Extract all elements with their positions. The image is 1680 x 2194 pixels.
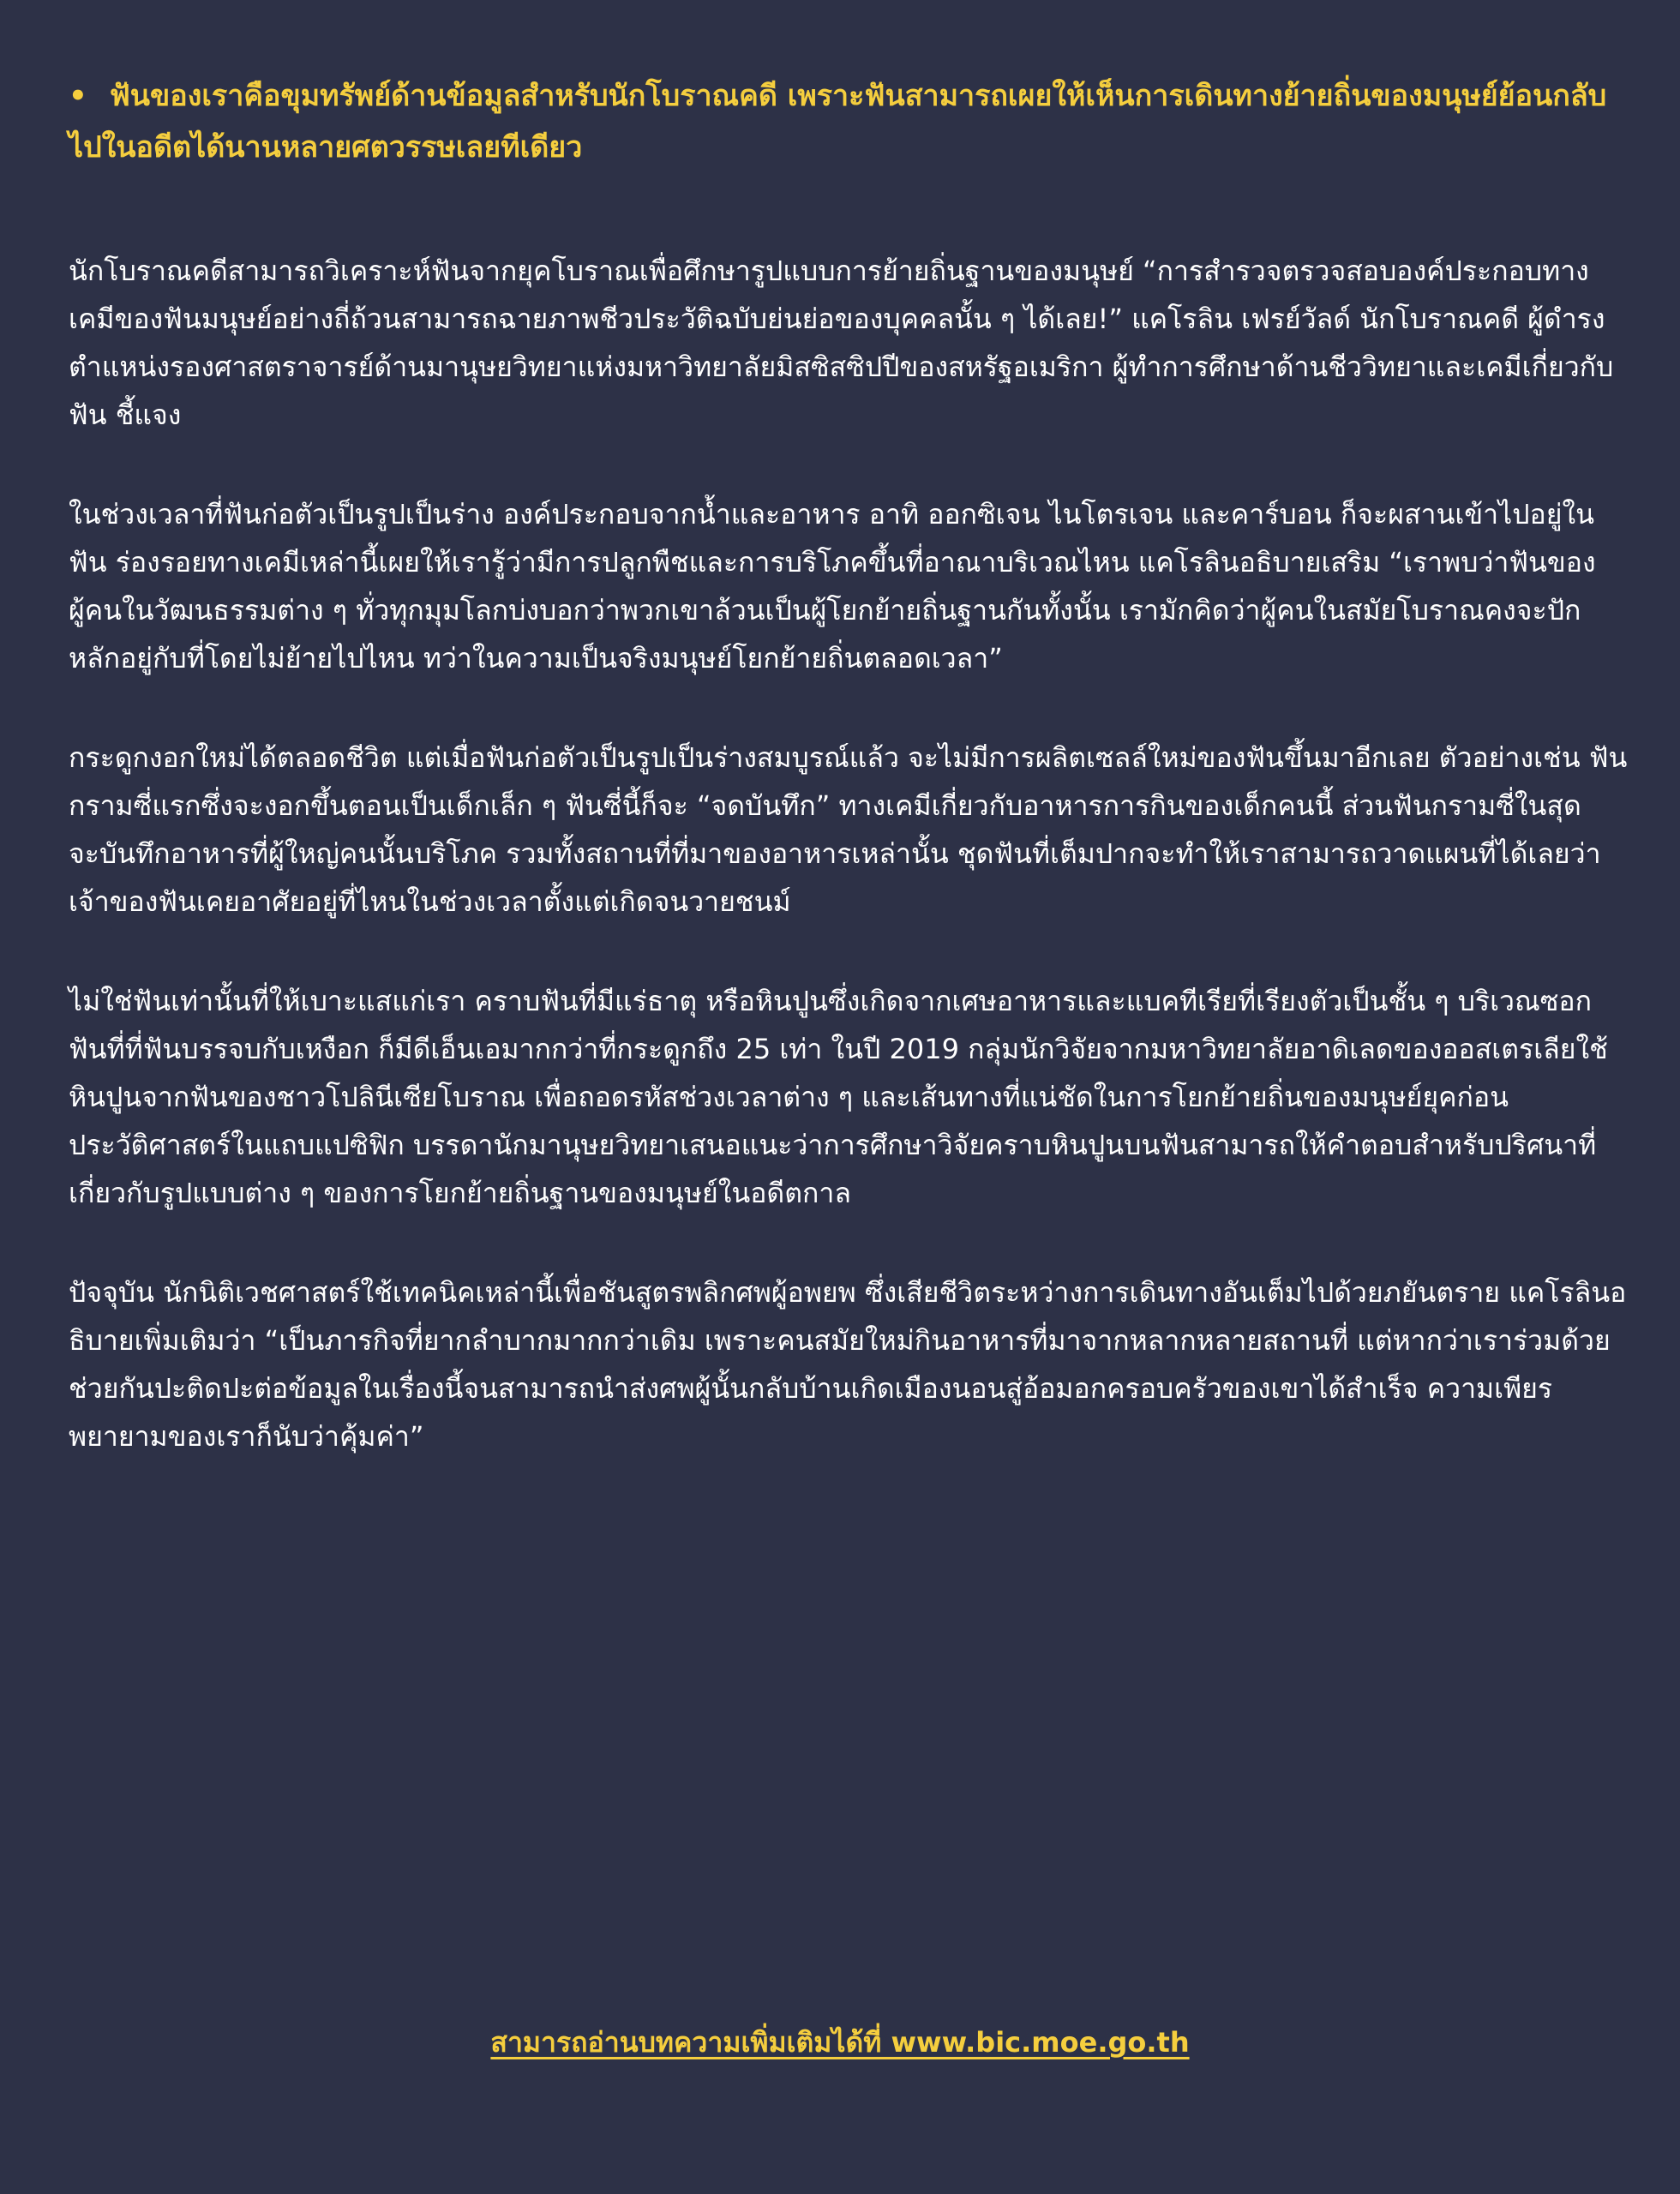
paragraph-2: ในช่วงเวลาที่ฟันก่อตัวเป็นรูปเป็นร่าง องค์ประกอบจากน้ำและอาหาร อาทิ ออกซิเจน ไนโตรเจน และคาร์บอน ก็จะผสานเข้าไปอยู่ในฟัน ร่องรอยทางเคมีเหล่านี้เผยให้เรารู้ว่ามีการปลูกพืชและการบริโภคขึ้นที่อาณาบริเวณไหน แคโรลินอธิบายเสริม “เราพบว่าฟันของผู้คนในวัฒนธรรมต่าง ๆ ทั่วทุกมุมโลกบ่งบอกว่าพวกเขาล้วนเป็นผู้โยกย้ายถิ่นฐานกันทั้งนั้น เรามักคิดว่าผู้คนในสมัยโบราณคงจะปักหลักอยู่กับที่โดยไม่ย้ายไปไหน ทว่าในความเป็นจริงมนุษย์โยกย้ายถิ่นตลอดเวลา”	[69, 498, 1596, 674]
paragraph-1: นักโบราณคดีสามารถวิเคราะห์ฟันจากยุคโบราณเพื่อศึกษารูปแบบการย้ายถิ่นฐานของมนุษย์ “การสำรวจตรวจสอบองค์ประกอบทางเคมีของฟันมนุษย์อย่างถี่ถ้วนสามารถฉายภาพชีวประวัติฉบับย่นย่อของบุคคลนั้น ๆ ได้เลย!” แคโรลิน เฟรย์วัลด์ นักโบราณคดี ผู้ดำรงตำแหน่งรองศาสตราจารย์ด้านมานุษยวิทยาแห่งมหาวิทยาลัยมิสซิสซิปปีของสหรัฐอเมริกา ผู้ทำการศึกษาด้านชีววิทยาและเคมีเกี่ยวกับฟัน ชี้แจง	[69, 255, 1614, 431]
headline-text: ฟันของเราคือขุมทรัพย์ด้านข้อมูลสำหรับนักโบราณคดี เพราะฟันสามารถเผยให้เห็นการเดินทางย้ายถิ่นของมนุษย์ย้อนกลับไปในอดีตได้นานหลายศตวรรษเลยทีเดียว	[69, 79, 1607, 165]
headline	[69, 70, 1629, 173]
footer-link[interactable]: สามารถอ่านบทความเพิ่มเติมได้ที่ www.bic.moe.go.th	[490, 2026, 1190, 2059]
paragraph-4: ไม่ใช่ฟันเท่านั้นที่ให้เบาะแสแก่เรา คราบฟันที่มีแร่ธาตุ หรือหินปูนซึ่งเกิดจากเศษอาหารและแบคทีเรียที่เรียงตัวเป็นชั้น ๆ บริเวณซอกฟันที่ที่ฟันบรรจบกับเหงือก ก็มีดีเอ็นเอมากกว่าที่กระดูกถึง 25 เท่า ในปี 2019 กลุ่มนักวิจัยจากมหาวิทยาลัยอาดิเลดของออสเตรเลียใช้หินปูนจากฟันของชาวโปลินีเซียโบราณ เพื่อถอดรหัสช่วงเวลาต่าง ๆ และเส้นทางที่แน่ชัดในการโยกย้ายถิ่นของมนุษย์ยุคก่อนประวัติศาสตร์ในแถบแปซิฟิก บรรดานักมานุษยวิทยาเสนอแนะว่าการศึกษาวิจัยคราบหินปูนบนฟันสามารถให้คำตอบสำหรับปริศนาที่เกี่ยวกับรูปแบบต่าง ๆ ของการโยกย้ายถิ่นฐานของมนุษย์ในอดีตกาล	[69, 985, 1608, 1209]
bullet-icon: •	[69, 79, 87, 113]
paragraph-3: กระดูกงอกใหม่ได้ตลอดชีวิต แต่เมื่อฟันก่อตัวเป็นรูปเป็นร่างสมบูรณ์แล้ว จะไม่มีการผลิตเซลล์ใหม่ของฟันขึ้นมาอีกเลย ตัวอย่างเช่น ฟันกรามซี่แรกซึ่งจะงอกขึ้นตอนเป็นเด็กเล็ก ๆ ฟันซี่นี้ก็จะ “จดบันทึก” ทางเคมีเกี่ยวกับอาหารการกินของเด็กคนนี้ ส่วนฟันกรามซี่ในสุดจะบันทึกอาหารที่ผู้ใหญ่คนนั้นบริโภค รวมทั้งสถานที่ที่มาของอาหารเหล่านั้น ชุดฟันที่เต็มปากจะทำให้เราสามารถวาดแผนที่ได้เลยว่า เจ้าของฟันเคยอาศัยอยู่ที่ไหนในช่วงเวลาตั้งแต่เกิดจนวายชนม์	[69, 741, 1628, 918]
paragraph-5: ปัจจุบัน นักนิติเวชศาสตร์ใช้เทคนิคเหล่านี้เพื่อชันสูตรพลิกศพผู้อพยพ ซึ่งเสียชีวิตระหว่างการเดินทางอันเต็มไปด้วยภยันตราย แคโรลินอธิบายเพิ่มเติมว่า “เป็นภารกิจที่ยากลำบากมากกว่าเดิม เพราะคนสมัยใหม่กินอาหารที่มาจากหลากหลายสถานที่ แต่หากว่าเราร่วมด้วยช่วยกันปะติดปะต่อข้อมูลในเรื่องนี้จนสามารถนำส่งศพผู้นั้นกลับบ้านเกิดเมืองนอนสู่อ้อมอกครอบครัวของเขาได้สำเร็จ ความเพียรพยายามของเราก็นับว่าคุ้มค่า”	[69, 1276, 1627, 1453]
